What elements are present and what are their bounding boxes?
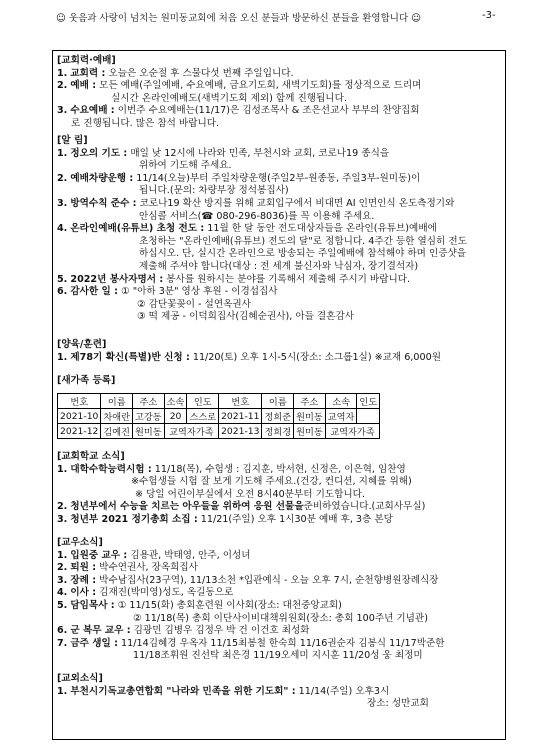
- section-title: [교외소식]: [57, 673, 103, 684]
- list-item: 4. 온라인예배(유튜브) 초청 전도 : 11월 한 달 동안 전도대상자들을 온라인(유튜브)예배에: [57, 223, 437, 235]
- list-item: 2. 예배차량운행 : 11/14(오늘)부터 주일차량운행(주일2부-원종동, 주일3부-원미동)이: [57, 172, 421, 184]
- training-section: [57, 339, 441, 364]
- announcements-box: [52, 50, 506, 740]
- section-title: [알 림]: [57, 135, 88, 146]
- list-item: 3. 수요예배 : 이번주 수요예배는(11/17)은 김성조목사 & 조은선교사 부부의 찬양집회: [57, 105, 420, 117]
- members-news-section: [교우소식] 1. 입원중 교우 : 김용관, 박태영, 안주, 이성녀 2. 퇴원 : 박수연권사, 장옥희집사 3. 장례 : 박수남집사(23구역), 11/13소천 *입관예식 - 오늘 오후 7시, 순천향병원장례식장 4. 이사 : 김재진(박미영)성도, 옥길동으로 5. 담임목사 : ① 11/15(화) 총회훈련원 이사회(장소: 대천중앙교회) ② 11/18(목) 총회 이단사이비대책위원회(장소: 총회 100주년 기념관) 6. 군 복무 교우 : 김광민 김병우 김정우 박 건 이건호 최성화 7. 금주 생일 : 11/14김혜경 우옥자 11/15최봉철 한숙희 11/16권순자 김봉식 11/17박준한 11/18조휘원 진선탁 최은경 11/19오세미 지시훈 11/20성 웅 최정미: [57, 537, 445, 662]
- list-item: 2. 예배 : 모든 예배(주일예배, 수요예배, 금요기도회, 새벽기도회)를 정상적으로 드리며: [57, 80, 422, 92]
- page-number: -3-: [482, 10, 496, 21]
- list-item: 3. 청년부 2021 정기총회 소집 : 11/21(주일) 오후 1시30분 예배 후, 3층 본당: [57, 513, 393, 525]
- church-school-section: [교회학교 소식] 1. 대학수학능력시험 : 11/18(목), 수험생 : 김지훈, 박서현, 신정은, 이은혁, 임찬영 ※수험생들 시험 잘 보게 기도해 주세요.(건강, 컨디션, 지혜를 위해) ※ 당일 어린이부실에서 오전 8시40분부터 기도합니다. 2. 청년부에서 수능을 치르는 아우들을 위하여 응원 선물을준비하였습니다.(교회사무실) 3. 청년부 2021 정기총회 소집 : 11/21(주일) 오후 1시30분 예배 후, 3층 본당: [57, 451, 426, 525]
- list-item: 1. 입원중 교우 : 김용관, 박태영, 안주, 이성녀: [57, 549, 251, 561]
- new-members-table: [57, 393, 380, 439]
- list-item: 3. 방역수칙 준수 : 코로나19 확산 방지를 위해 교회입구에서 비대면 AI 인면인식 온도측정기와: [57, 197, 455, 209]
- list-item: 7. 금주 생일 : 11/14김혜경 우옥자 11/15최봉철 한숙희 11/16권순자 김봉식 11/17박준한: [57, 637, 445, 649]
- list-item: 1. 대학수학능력시험 : 11/18(목), 수험생 : 김지훈, 박서현, 신정은, 이은혁, 임찬영: [57, 463, 406, 475]
- table-header-row: 번호 이름 주소 소속 인도 번호 이름 주소 소속 인도: [58, 394, 380, 409]
- list-item: 4. 이사 : 김재진(박미영)성도, 옥길동으로: [57, 587, 234, 599]
- list-item: 6. 감사한 일 : ① "아하 3분" 영상 후원 - 이경섭집사: [57, 286, 278, 298]
- list-item: 2. 퇴원 : 박수연권사, 장옥희집사: [57, 562, 198, 574]
- list-item: 5. 담임목사 : ① 11/15(화) 총회훈련원 이사회(장소: 대천중앙교회): [57, 599, 342, 611]
- welcome-message: ☺ 웃음과 사랑이 넘치는 원미동교회에 처음 오신 분들과 방문하신 분들을 환영합니다 ☺: [56, 13, 422, 24]
- section-title: [새가족 등록]: [57, 375, 116, 386]
- external-news-section: [교외소식] 1. 부천시기독교총연합회 "나라와 민족을 위한 기도회" : 11/14(주일) 오후3시 장소: 성만교회: [57, 673, 429, 710]
- table-row: 2021-12 김예진 원미동 교역자가족 2021-13 정희경 원미동 교역자가족: [58, 424, 380, 439]
- list-item: 3. 장례 : 박수남집사(23구역), 11/13소천 *입관예식 - 오늘 오후 7시, 순천향병원장례식장: [57, 574, 439, 586]
- notices-section: [알 림] 1. 정오의 기도 : 매일 낮 12시에 나라와 민족, 부천시와 교회, 코로나19 종식을 위하여 기도해 주세요. 2. 예배차량운행 : 11/14(오늘)부터 주일차량운행(주일2부-원종동, 주일3부-원미동)이 됩니다.(문의: 차량부장 정석봉집사) 3. 방역수칙 준수 : 코로나19 확산 방지를 위해 교회입구에서 비대면 AI 인면인식 온도측정기와 안심콜 서비스(☎ 080-296-8036)를 꼭 이용해 주세요. 4. 온라인예배(유튜브) 초청 전도 : 11월 한 달 동안 전도대상자들을 온라인(유튜브)예배에 초청하는 "온라인예배(유튜브) 전도의 달"로 정합니다. 4주간 등한 열심히 전도 하십시오. 단, 실시간 온라인으로 방송되는 주일예배에 참석해야 하며 인증샷을 제출해 주셔야 합니다(대상 : 전 세계 불신자와 낙심자, 장기결석자) 5. 2022년 봉사자명서 : 봉사를 원하시는 분야를 기록해서 제출해 주시기 바랍니다. 6. 감사한 일 : ① "아하 3분" 영상 후원 - 이경섭집사 ② 감단꽃꽂이 - 설연옥권사 ③ 떡 제공 - 이덕희집사(김혜순권사), 아들 결혼감사: [57, 135, 467, 323]
- page-header: [0, 8, 542, 26]
- list-item: 5. 2022년 봉사자명서 : 봉사를 원하시는 분야를 기록해서 제출해 주시기 바랍니다.: [57, 273, 411, 285]
- list-item: 6. 군 복무 교우 : 김광민 김병우 김정우 박 건 이건호 최성화: [57, 625, 310, 637]
- section-title: [교회학교 소식]: [57, 451, 125, 462]
- new-members-section: [57, 375, 115, 388]
- table-row: 2021-10 차애란 고강동 20 스스로 2021-11 정희준 원미동 교역자: [58, 409, 380, 424]
- liturgy-section: [교회력·예배] 1. 교회력 : 오늘은 오순절 후 스물다섯 번째 주일입니다. 2. 예배 : 모든 예배(주일예배, 수요예배, 금요기도회, 새벽기도회)를 정상적으로 드리며 실시간 온라인예배도(새벽기도회 제외) 함께 진행됩니다. 3. 수요예배 : 이번주 수요예배는(11/17)은 김성조목사 & 조은선교사 부부의 찬양집회 로 진행됩니다. 많은 참석 바랍니다.: [57, 55, 422, 129]
- list-item: 1. 제78기 확신(특별)반 신청 : 11/20(토) 오후 1시-5시(장소: 소그룹1실) ※교재 6,000원: [57, 351, 441, 363]
- list-item: 1. 정오의 기도 : 매일 낮 12시에 나라와 민족, 부천시와 교회, 코로나19 종식을: [57, 147, 390, 159]
- section-title: [교회력·예배]: [57, 55, 116, 66]
- list-item: 2. 청년부에서 수능을 치르는 아우들을 위하여 응원 선물을준비하였습니다.(교회사무실): [57, 501, 426, 513]
- list-item: 1. 부천시기독교총연합회 "나라와 민족을 위한 기도회" : 11/14(주일) 오후3시: [57, 685, 390, 697]
- list-item: 1. 교회력 : 오늘은 오순절 후 스물다섯 번째 주일입니다.: [57, 67, 294, 79]
- section-title: [양육/훈련]: [57, 339, 107, 350]
- section-title: [교우소식]: [57, 537, 103, 548]
